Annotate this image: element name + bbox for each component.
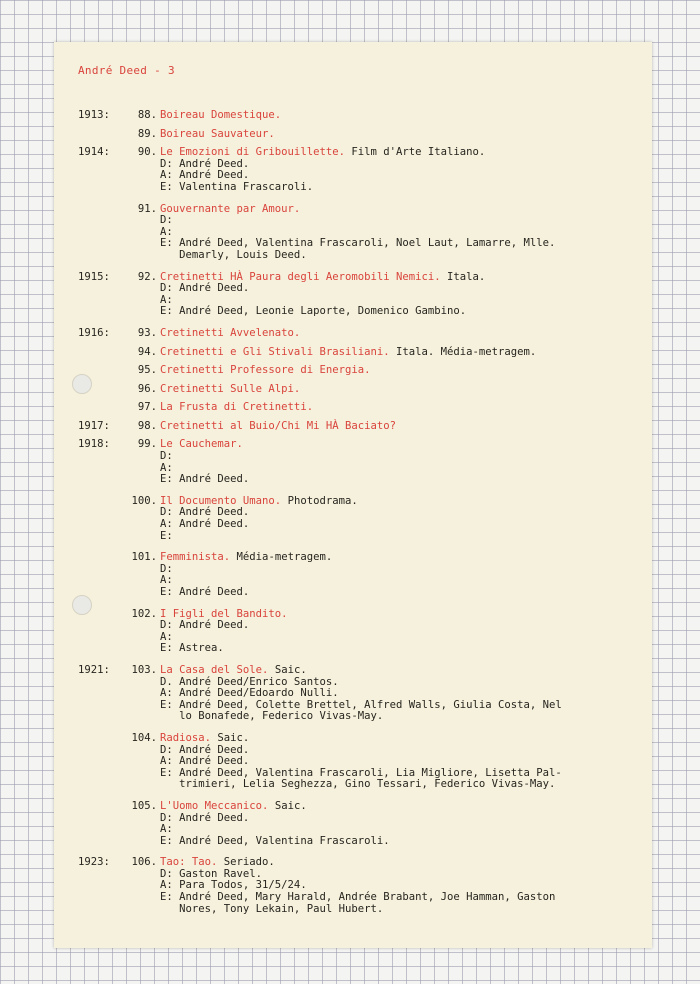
- film-entry: [54, 609, 652, 655]
- entry-number: 101.: [131, 551, 157, 564]
- film-entry: [54, 552, 652, 598]
- entry-number: 90.: [137, 146, 157, 159]
- credit-line: A: André Deed.: [160, 169, 250, 182]
- credit-line: A: André Deed.: [160, 518, 250, 531]
- entry-number: 88.: [137, 109, 157, 121]
- entry-year: 1914:: [78, 146, 110, 159]
- film-entry: [54, 272, 652, 318]
- credit-line: E: André Deed.: [160, 473, 250, 486]
- credit-line: E: André Deed, Valentina Frascaroli, Noel Laut, Lamarre, Mlle.: [160, 237, 556, 250]
- film-title: Cretinetti HÀ Paura degli Aeromobili Nemici.: [160, 270, 441, 283]
- credit-line: E: André Deed, Colette Brettel, Alfred Walls, Giulia Costa, Nel: [160, 698, 562, 711]
- entry-number: 89.: [137, 127, 157, 140]
- film-title: Cretinetti Avvelenato.: [160, 326, 301, 339]
- credit-line: A:: [160, 630, 173, 643]
- entry-number: 105.: [131, 799, 157, 812]
- film-entry: [54, 347, 652, 359]
- film-production-note: Photodrama.: [281, 494, 358, 507]
- entry-year: 1915:: [78, 270, 110, 283]
- credit-line: E: André Deed.: [160, 586, 250, 598]
- film-title: Gouvernante par Amour.: [160, 202, 301, 215]
- film-title: I Figli del Bandito.: [160, 607, 288, 620]
- credit-line: D: Gaston Ravel.: [160, 867, 263, 880]
- film-title: Tao: Tao.: [160, 856, 218, 869]
- film-entry: [54, 129, 652, 141]
- credit-line: D: André Deed.: [160, 506, 250, 519]
- credit-line: A: Para Todos, 31/5/24.: [160, 879, 307, 892]
- credit-line: E: Valentina Frascaroli.: [160, 180, 314, 193]
- credit-line: A: André Deed/Edoardo Nulli.: [160, 687, 339, 700]
- film-production-note: Itala.: [440, 270, 486, 283]
- entry-number: 96.: [137, 382, 157, 395]
- credit-line: E: André Deed, Valentina Frascaroli, Lia Migliore, Lisetta Pal-: [160, 766, 562, 779]
- entry-year: 1923:: [78, 856, 110, 869]
- page-header: André Deed - 3: [78, 64, 175, 77]
- film-entry: [54, 328, 652, 340]
- entry-number: 106.: [131, 856, 157, 869]
- film-title: L'Uomo Meccanico.: [160, 799, 269, 812]
- film-entry: [54, 733, 652, 791]
- credit-line: Nores, Tony Lekain, Paul Hubert.: [160, 902, 384, 915]
- credit-line: E: André Deed, Mary Harald, Andrée Brabant, Joe Hamman, Gaston: [160, 891, 556, 904]
- credit-line: D. André Deed/Enrico Santos.: [160, 675, 339, 688]
- credit-line: A:: [160, 823, 173, 836]
- film-entry: [54, 110, 652, 122]
- film-title: Cretinetti Sulle Alpi.: [160, 382, 301, 395]
- film-production-note: Média-metragem.: [230, 551, 333, 564]
- credit-line: D:: [160, 450, 173, 463]
- film-title: La Casa del Sole.: [160, 663, 269, 676]
- film-title: La Frusta di Cretinetti.: [160, 401, 314, 414]
- film-production-note: Saic.: [268, 663, 307, 676]
- entry-number: 92.: [137, 270, 157, 283]
- film-entry: [54, 204, 652, 262]
- credit-line: E: André Deed, Valentina Frascaroli.: [160, 834, 390, 847]
- entry-number: 93.: [137, 326, 157, 339]
- film-entry: [54, 421, 652, 433]
- film-title: Femminista.: [160, 551, 231, 564]
- credit-line: D: André Deed.: [160, 811, 250, 824]
- film-entry: [54, 384, 652, 396]
- credit-line: A:: [160, 461, 173, 474]
- film-entry: [54, 365, 652, 377]
- entry-number: 98.: [137, 419, 157, 432]
- film-title: Cretinetti al Buio/Chi Mi HÀ Baciato?: [160, 419, 396, 432]
- film-production-note: Saic.: [211, 731, 250, 744]
- film-production-note: Film d'Arte Italiano.: [344, 146, 486, 159]
- film-entry: [54, 496, 652, 542]
- credit-line: D: André Deed.: [160, 157, 250, 170]
- credit-line: Demarly, Louis Deed.: [160, 248, 307, 261]
- film-title: Cretinetti Professore di Energia.: [160, 364, 371, 377]
- film-title: Radiosa.: [160, 731, 212, 744]
- film-production-note: Seriado.: [217, 856, 275, 869]
- credit-line: E:: [160, 529, 173, 542]
- entry-number: 99.: [137, 438, 157, 451]
- credit-line: D: André Deed.: [160, 282, 250, 295]
- entry-year: 1913:: [78, 109, 110, 121]
- credit-line: A: André Deed.: [160, 755, 250, 768]
- entry-number: 97.: [137, 401, 157, 414]
- entry-number: 104.: [131, 731, 157, 744]
- credit-line: A:: [160, 574, 173, 587]
- entry-year: 1921:: [78, 663, 110, 676]
- credit-line: lo Bonafede, Federico Vivas-May.: [160, 710, 384, 723]
- typewritten-page: [54, 42, 652, 948]
- film-entry: [54, 801, 652, 847]
- credit-line: D: André Deed.: [160, 743, 250, 756]
- film-title: Le Emozioni di Gribouillette.: [160, 146, 345, 159]
- film-title: Le Cauchemar.: [160, 438, 243, 451]
- film-title: Cretinetti e Gli Stivali Brasiliani.: [160, 345, 390, 358]
- entry-year: 1917:: [78, 419, 110, 432]
- film-title: Il Documento Umano.: [160, 494, 282, 507]
- credit-line: D:: [160, 214, 173, 227]
- entry-number: 103.: [131, 663, 157, 676]
- film-entry: [54, 857, 652, 915]
- film-entry: [54, 147, 652, 193]
- credit-line: D:: [160, 562, 173, 575]
- credit-line: A:: [160, 225, 173, 238]
- credit-line: trimieri, Lelia Seghezza, Gino Tessari, Federico Vivas-May.: [160, 778, 556, 791]
- film-production-note: Itala. Média-metragem.: [389, 345, 537, 358]
- credit-line: D: André Deed.: [160, 619, 250, 632]
- entry-year: 1916:: [78, 326, 110, 339]
- film-entry: [54, 402, 652, 414]
- entry-number: 95.: [137, 364, 157, 377]
- entry-number: 91.: [137, 202, 157, 215]
- film-entry: [54, 665, 652, 723]
- film-title: Boireau Sauvateur.: [160, 127, 275, 140]
- credit-line: A:: [160, 293, 173, 306]
- filmography-list: [54, 102, 652, 915]
- entry-number: 100.: [131, 494, 157, 507]
- entry-number: 102.: [131, 607, 157, 620]
- film-entry: [54, 439, 652, 485]
- credit-line: E: André Deed, Leonie Laporte, Domenico Gambino.: [160, 305, 467, 318]
- film-title: Boireau Domestique.: [160, 109, 282, 121]
- entry-number: 94.: [137, 345, 157, 358]
- entry-year: 1918:: [78, 438, 110, 451]
- credit-line: E: Astrea.: [160, 642, 224, 655]
- film-production-note: Saic.: [268, 799, 307, 812]
